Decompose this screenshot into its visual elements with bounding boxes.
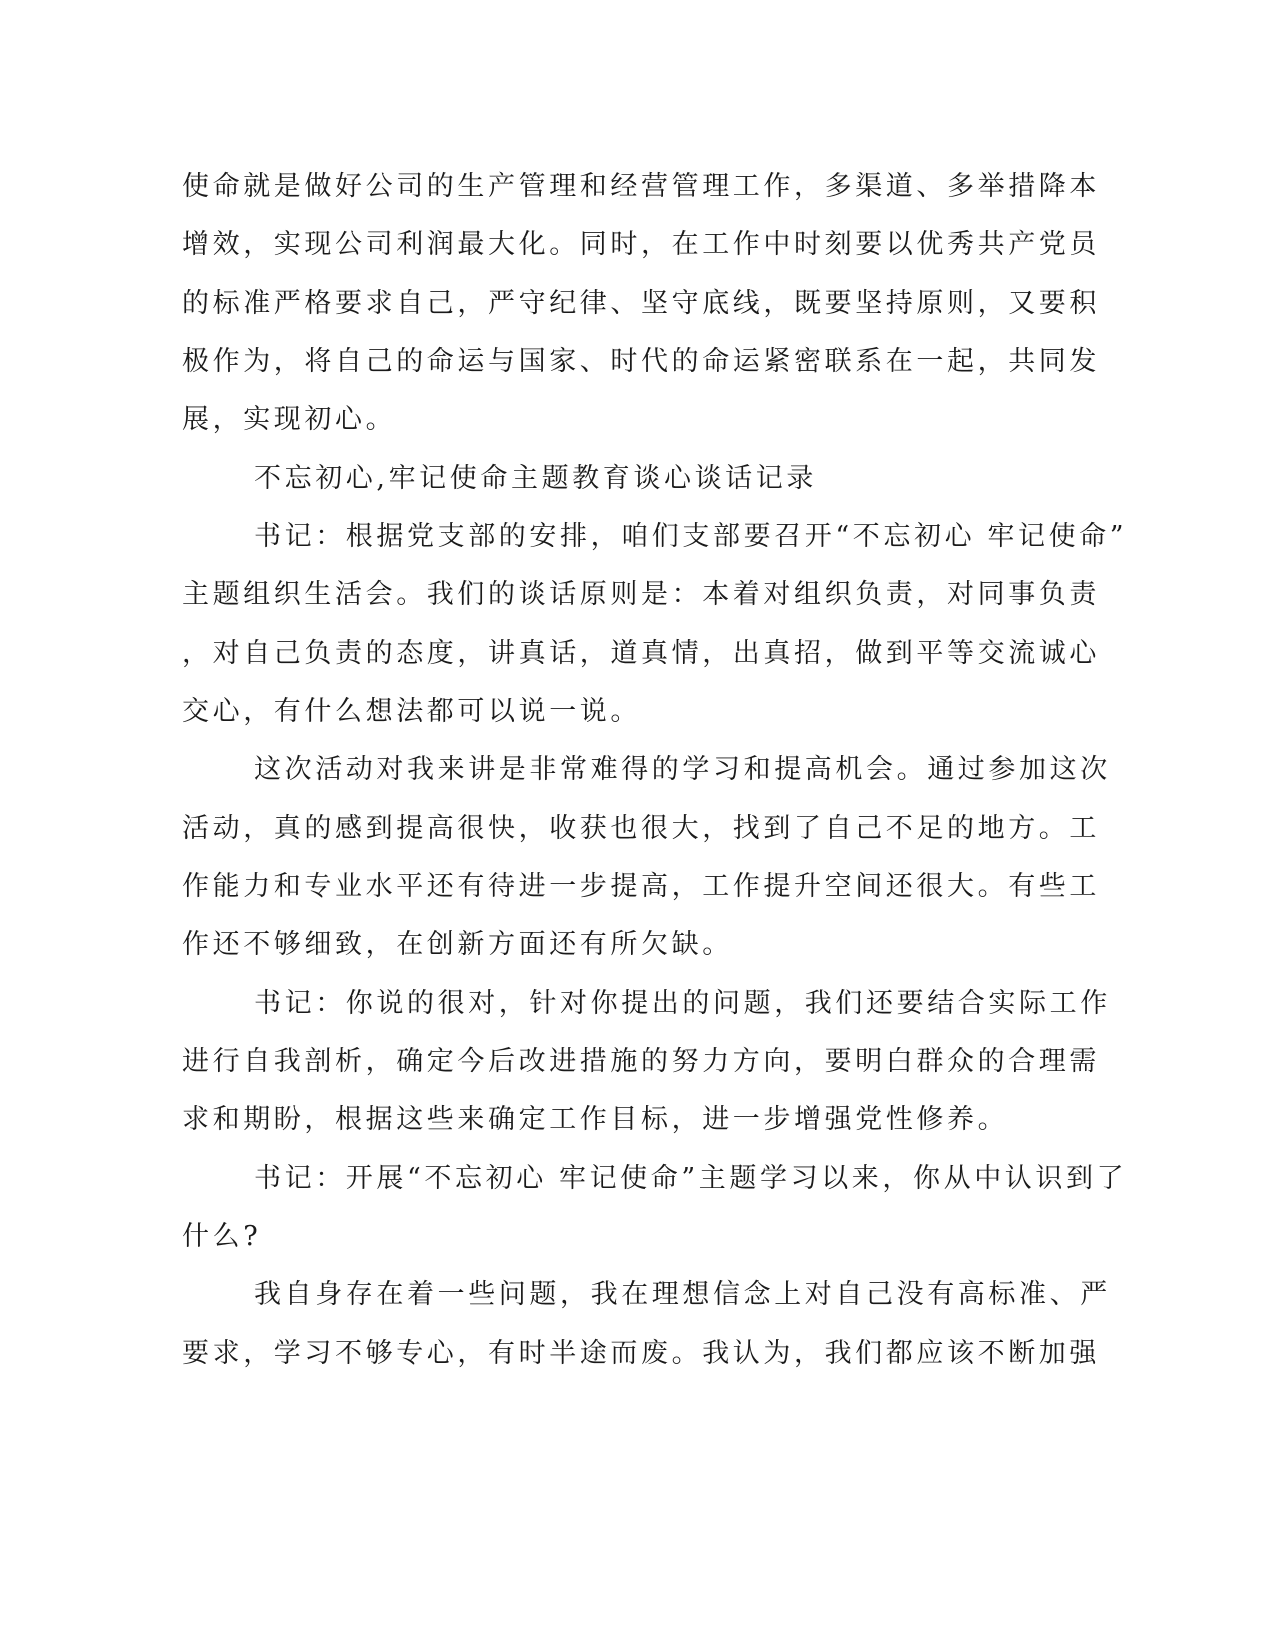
text-line: 作还不够细致，在创新方面还有所欠缺。 [182, 929, 733, 960]
text-line: 主题组织生活会。我们的谈话原则是：本着对组织负责，对同事负责 [182, 579, 1100, 610]
text-line: 使命就是做好公司的生产管理和经营管理工作，多渠道、多举措降本 [182, 171, 1100, 202]
text-line: ，对自己负责的态度，讲真话，道真情，出真招，做到平等交流诚心 [182, 638, 1100, 669]
text-line: 书记：根据党支部的安排，咱们支部要召开“不忘初心 牢记使命” [254, 521, 1128, 552]
text-line: 我自身存在着一些问题，我在理想信念上对自己没有高标准、严 [254, 1279, 1111, 1310]
text-line: 极作为，将自己的命运与国家、时代的命运紧密联系在一起，共同发 [182, 346, 1100, 377]
text-line: 求和期盼，根据这些来确定工作目标，进一步增强党性修养。 [182, 1104, 1009, 1135]
text-line: 作能力和专业水平还有待进一步提高，工作提升空间还很大。有些工 [182, 871, 1100, 902]
text-line: 展，实现初心。 [182, 404, 397, 435]
text-line: 要求，学习不够专心，有时半途而废。我认为，我们都应该不断加强 [182, 1338, 1100, 1369]
text-line: 这次活动对我来讲是非常难得的学习和提高机会。通过参加这次 [254, 754, 1111, 785]
text-line: 书记：开展“不忘初心 牢记使命”主题学习以来，你从中认识到了 [254, 1163, 1128, 1194]
text-line: 增效，实现公司利润最大化。同时，在工作中时刻要以优秀共产党员 [182, 229, 1100, 260]
text-line: 书记：你说的很对，针对你提出的问题，我们还要结合实际工作 [254, 988, 1111, 1019]
text-line: 的标准严格要求自己，严守纪律、坚守底线，既要坚持原则，又要积 [182, 288, 1100, 319]
section-heading: 不忘初心,牢记使命主题教育谈心谈话记录 [254, 463, 817, 494]
text-line: 交心，有什么想法都可以说一说。 [182, 696, 641, 727]
text-line: 什么? [182, 1221, 262, 1252]
text-line: 进行自我剖析，确定今后改进措施的努力方向，要明白群众的合理需 [182, 1046, 1100, 1077]
text-line: 活动，真的感到提高很快，收获也很大，找到了自己不足的地方。工 [182, 813, 1100, 844]
